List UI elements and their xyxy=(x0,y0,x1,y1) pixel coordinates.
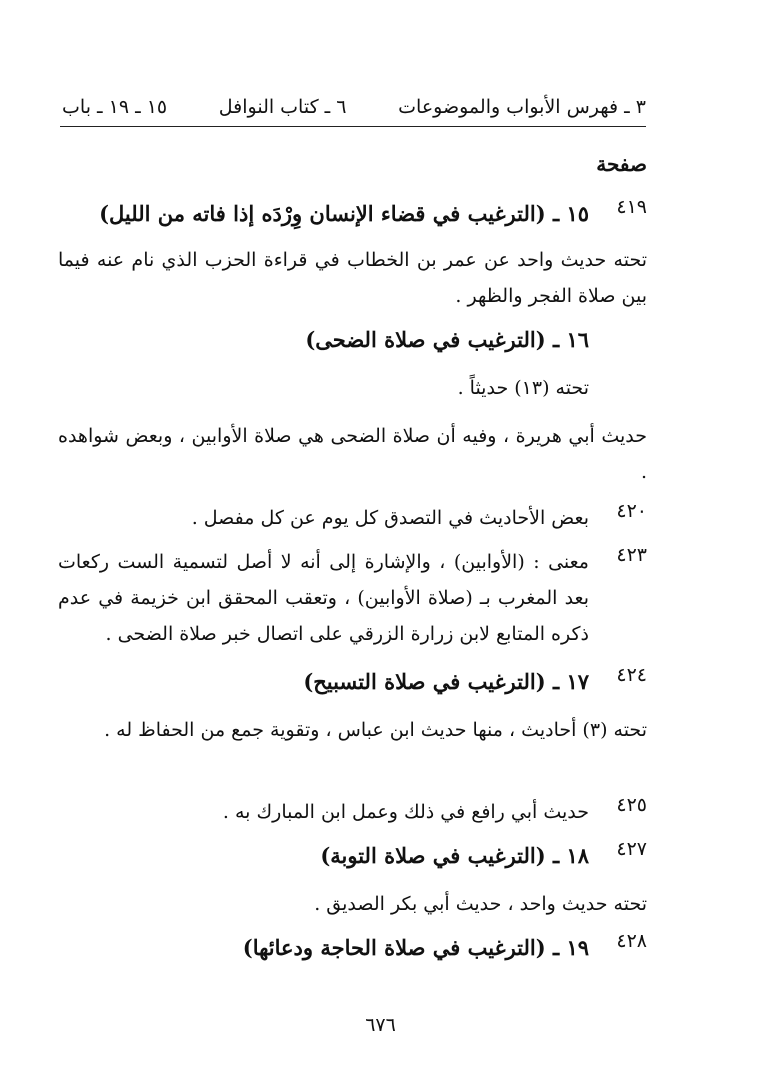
page-column-label: صفحة xyxy=(596,152,647,176)
entry-description: تحته (١٣) حديثاً . xyxy=(457,377,589,399)
entry-page-number: ٤١٩ xyxy=(616,196,647,218)
header-book-title: ٦ ـ كتاب النوافل xyxy=(218,96,347,118)
entry-page-number: ٤٢٨ xyxy=(616,930,647,952)
entry-description: تحته (٣) أحاديث ، منها حديث ابن عباس ، وتقوية جمع من الحفاظ له . xyxy=(104,719,647,741)
entry-description: تحته حديث واحد ، حديث أبي بكر الصديق . xyxy=(314,893,647,915)
entry-page-number: ٤٢٥ xyxy=(616,794,647,816)
entry-page-number: ٤٢٠ xyxy=(616,500,647,522)
entry-description: بعض الأحاديث في التصدق كل يوم عن كل مفصل . xyxy=(191,507,589,529)
running-header xyxy=(62,92,646,122)
chapter-title: ١٥ ـ (الترغيب في قضاء الإنسان وِرْدَه إذا فاته من الليل) xyxy=(99,201,589,226)
chapter-title: ١٨ ـ (الترغيب في صلاة التوبة) xyxy=(320,843,589,868)
entry-page-number: ٤٢٤ xyxy=(616,664,647,686)
header-divider xyxy=(60,126,646,127)
header-section-title: ٣ ـ فهرس الأبواب والموضوعات xyxy=(398,96,646,118)
entry-description: تحته حديث واحد عن عمر بن الخطاب في قراءة الحزب الذي نام عنه فيما بين صلاة الفجر والظهر . xyxy=(58,249,647,307)
entry-page-number: ٤٢٧ xyxy=(616,838,647,860)
entry-page-number: ٤٢٣ xyxy=(616,544,647,566)
entry-description: حديث أبي هريرة ، وفيه أن صلاة الضحى هي صلاة الأوابين ، وبعض شواهده . xyxy=(58,425,647,483)
chapter-title: ١٦ ـ (الترغيب في صلاة الضحى) xyxy=(305,327,589,352)
chapter-title: ١٩ ـ (الترغيب في صلاة الحاجة ودعائها) xyxy=(242,935,589,960)
header-chapter-range: ١٥ ـ ١٩ ـ باب xyxy=(62,96,168,118)
page-number: ٦٧٦ xyxy=(365,1014,396,1036)
entry-description: معنى : (الأوابين) ، والإشارة إلى أنه لا أصل لتسمية الست ركعات بعد المغرب بـ (صلاة الأوابين) ، وتعقب المحقق ابن خزيمة في عدم ذكره المتابع لابن زرارة الزرقي على اتصال خبر صلاة الضحى . xyxy=(58,551,589,645)
entry-description: حديث أبي رافع في ذلك وعمل ابن المبارك به . xyxy=(222,801,589,823)
chapter-title: ١٧ ـ (الترغيب في صلاة التسبيح) xyxy=(303,669,589,694)
